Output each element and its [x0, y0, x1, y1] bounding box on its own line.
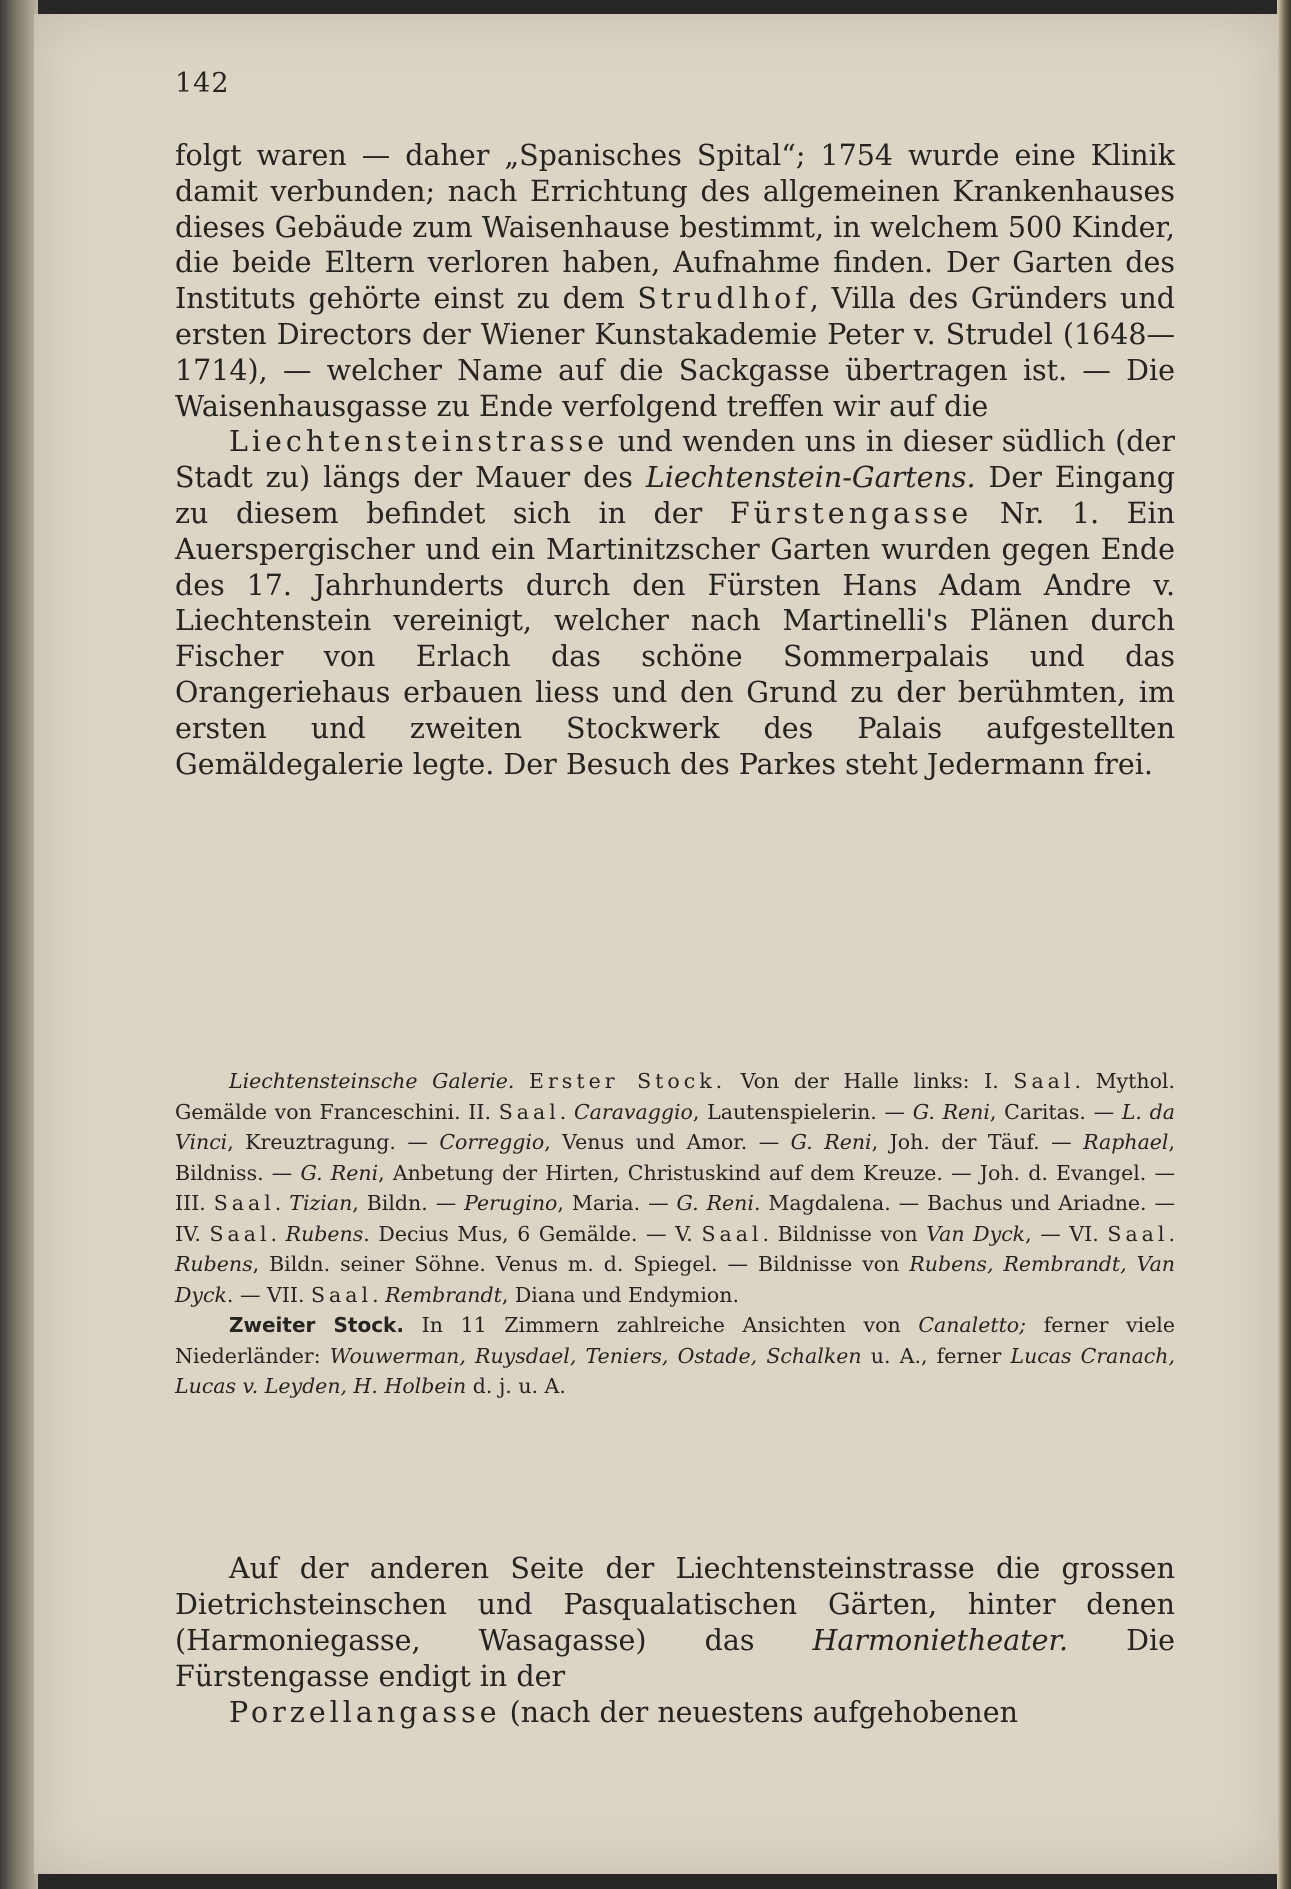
- paragraph-1-text-a: folgt waren — daher „Spanisches Spital“; 1754 wurde eine Klinik damit verbunden; nach Errichtung des allgemeinen Krankenhauses dieses Gebäude zum Waisenhause bestimmt, in welchem 500 Kinder, die beide Eltern verloren haben, Aufnahme finden. Der Garten des Instituts gehörte einst zu dem: [175, 139, 1175, 316]
- page-edge: [1277, 0, 1291, 1889]
- saal-label: Saal: [701, 1221, 763, 1246]
- gallery-text: In 11 Zimmern zahlreiche Ansichten von: [403, 1313, 919, 1337]
- gallery-text: , Maria. —: [557, 1191, 677, 1215]
- gallery-text: , — VI.: [1025, 1221, 1108, 1246]
- artist-name: Rembrandt: [385, 1282, 502, 1307]
- paragraph-4: [175, 1695, 1175, 1731]
- book-spine: [0, 0, 38, 1889]
- paragraph-2-spaced-street: Liechtensteinstrasse: [229, 425, 609, 459]
- gallery-text: .: [274, 1191, 290, 1215]
- saal-label: Saal: [213, 1191, 275, 1215]
- gallery-text: , Bildniss. —: [175, 1130, 1176, 1185]
- paragraph-2-spaced-street-2: Fürstengasse: [729, 496, 973, 530]
- gallery-text: , Anbetung der Hirten, Christuskind auf dem Kreuze. — Joh. d. Evangel. — III.: [175, 1160, 1175, 1215]
- artist-name: Lucas Cranach, Lucas v. Leyden, H. Holbein: [175, 1343, 1176, 1398]
- paragraph-3-text-a: Auf der anderen Seite der Liechtensteinstrasse die grossen Dietrichsteinschen und Pasqualatischen Gärten, hinter denen (Harmoniegasse, Wasagasse) das: [175, 1552, 1175, 1657]
- paragraph-2-text-b: Der Eingang zu diesem befindet sich in der: [175, 461, 1175, 530]
- closing-text-block: [175, 1551, 1175, 1731]
- artist-name: Caravaggio: [574, 1099, 693, 1124]
- artist-name: G. Reni: [912, 1099, 990, 1124]
- page-number: 142: [175, 68, 230, 99]
- gallery-text: , Caritas. —: [989, 1099, 1122, 1124]
- saal-label: Saal: [1013, 1069, 1075, 1093]
- saal-label: Saal: [1107, 1221, 1169, 1246]
- artist-name: G. Reni: [676, 1191, 754, 1215]
- paragraph-4-spaced-street: Porzellangasse: [229, 1696, 501, 1729]
- artist-name: Rubens: [285, 1221, 364, 1246]
- gallery-text: . Mythol. Gemälde von Franceschini. II.: [175, 1069, 1175, 1124]
- saal-label: Saal: [498, 1099, 560, 1124]
- artist-name: Tizian: [289, 1191, 353, 1215]
- gallery-text: d. j. u. A.: [466, 1374, 566, 1398]
- paragraph-4-text-a: (nach der neuestens aufgehobenen: [500, 1696, 1018, 1729]
- paragraph-3-text-b: Die Fürstengasse endigt in der: [175, 1624, 1175, 1693]
- gallery-text: Von der Halle links: I.: [726, 1069, 1014, 1093]
- artist-name: Rubens, Rembrandt, Van Dyck: [175, 1252, 1175, 1307]
- artist-name: Rubens: [175, 1252, 253, 1276]
- gallery-text: , Diana und Endymion.: [501, 1282, 739, 1307]
- gallery-text: . — VII.: [226, 1282, 312, 1307]
- gallery-text: , Bildn. seiner Söhne. Venus m. d. Spiegel. — Bildnisse von: [252, 1252, 910, 1276]
- gallery-text: , Lautenspielerin. —: [692, 1099, 913, 1124]
- gallery-text: , Joh. der Täuf. —: [871, 1130, 1084, 1154]
- gallery-text: .: [372, 1282, 386, 1307]
- paragraph-2-text-a: und wenden uns in dieser südlich (der Stadt zu) längs der Mauer des: [175, 425, 1175, 495]
- gallery-floor-1: Erster Stock.: [529, 1069, 727, 1093]
- artist-name: G. Reni: [300, 1160, 379, 1185]
- paragraph-2: [175, 424, 1175, 782]
- gallery-text: .: [559, 1099, 574, 1124]
- gallery-floor-2: Zweiter Stock.: [229, 1313, 404, 1337]
- gallery-text: ferner viele Niederländer:: [175, 1313, 1175, 1368]
- saal-label: Saal: [209, 1221, 271, 1246]
- artist-name: L. da Vinci: [175, 1099, 1175, 1154]
- artist-name: Canaletto;: [918, 1313, 1027, 1337]
- gallery-text: u. A., ferner: [861, 1343, 1011, 1368]
- paragraph-1-spaced-term: Strudlhof: [637, 282, 810, 316]
- gallery-text: . Magdalena. — Bachus und Ariadne. — IV.: [175, 1191, 1175, 1246]
- artist-name: Correggio: [439, 1130, 545, 1154]
- paragraph-2-text-c: Nr. 1. Ein Auerspergischer und ein Martinitzscher Garten wurden gegen Ende des 17. Jahrhunderts durch den Fürsten Hans Adam Andre v. Liechtenstein vereinigt, welcher nach Martinelli's Plänen durch Fischer von Erlach das schöne Sommerpalais und das Orangeriehaus erbauen liess und den Grund zu der berühmten, im ersten und zweiten Stockwerk des Palais aufgestellten Gemäldegalerie legte. Der Besuch des Parkes steht Jedermann frei.: [175, 496, 1175, 781]
- gallery-text: , Kreuztragung. —: [227, 1130, 440, 1154]
- gallery-text: . Bildnisse von: [762, 1221, 927, 1246]
- gallery-first-floor: [175, 1066, 1175, 1310]
- gallery-text: .: [270, 1221, 286, 1246]
- gallery-title: Liechtensteinsche Galerie.: [229, 1069, 515, 1093]
- paragraph-2-italic-garden: Liechtenstein-Gartens.: [645, 461, 976, 495]
- gallery-note-block: [175, 1066, 1175, 1402]
- paragraph-1-text-b: , Villa des Gründers und ersten Directors der Wiener Kunstakademie Peter v. Strudel (1648—1714), — welcher Name auf die Sackgasse übertragen ist. — Die Waisenhausgasse zu Ende verfolgend treffen wir auf die: [175, 282, 1175, 423]
- artist-name: Perugino: [464, 1191, 558, 1215]
- artist-name: G. Reni: [790, 1130, 872, 1154]
- artist-name: Raphael: [1083, 1130, 1169, 1154]
- paragraph-1: [175, 138, 1175, 424]
- gallery-text: , Venus und Amor. —: [544, 1130, 791, 1154]
- paragraph-3-italic-theater: Harmonietheater.: [812, 1624, 1069, 1657]
- gallery-text: .: [1168, 1221, 1175, 1246]
- gallery-text: . Decius Mus, 6 Gemälde. — V.: [363, 1221, 702, 1246]
- artist-name: Wouwerman, Ruysdael, Teniers, Ostade, Schalken: [329, 1343, 862, 1368]
- saal-label: Saal: [311, 1282, 373, 1307]
- gallery-second-floor: [175, 1310, 1175, 1402]
- paragraph-3: [175, 1551, 1175, 1695]
- artist-name: Van Dyck: [926, 1221, 1026, 1246]
- gallery-text: , Bildn. —: [352, 1191, 465, 1215]
- main-text-block: [175, 138, 1175, 782]
